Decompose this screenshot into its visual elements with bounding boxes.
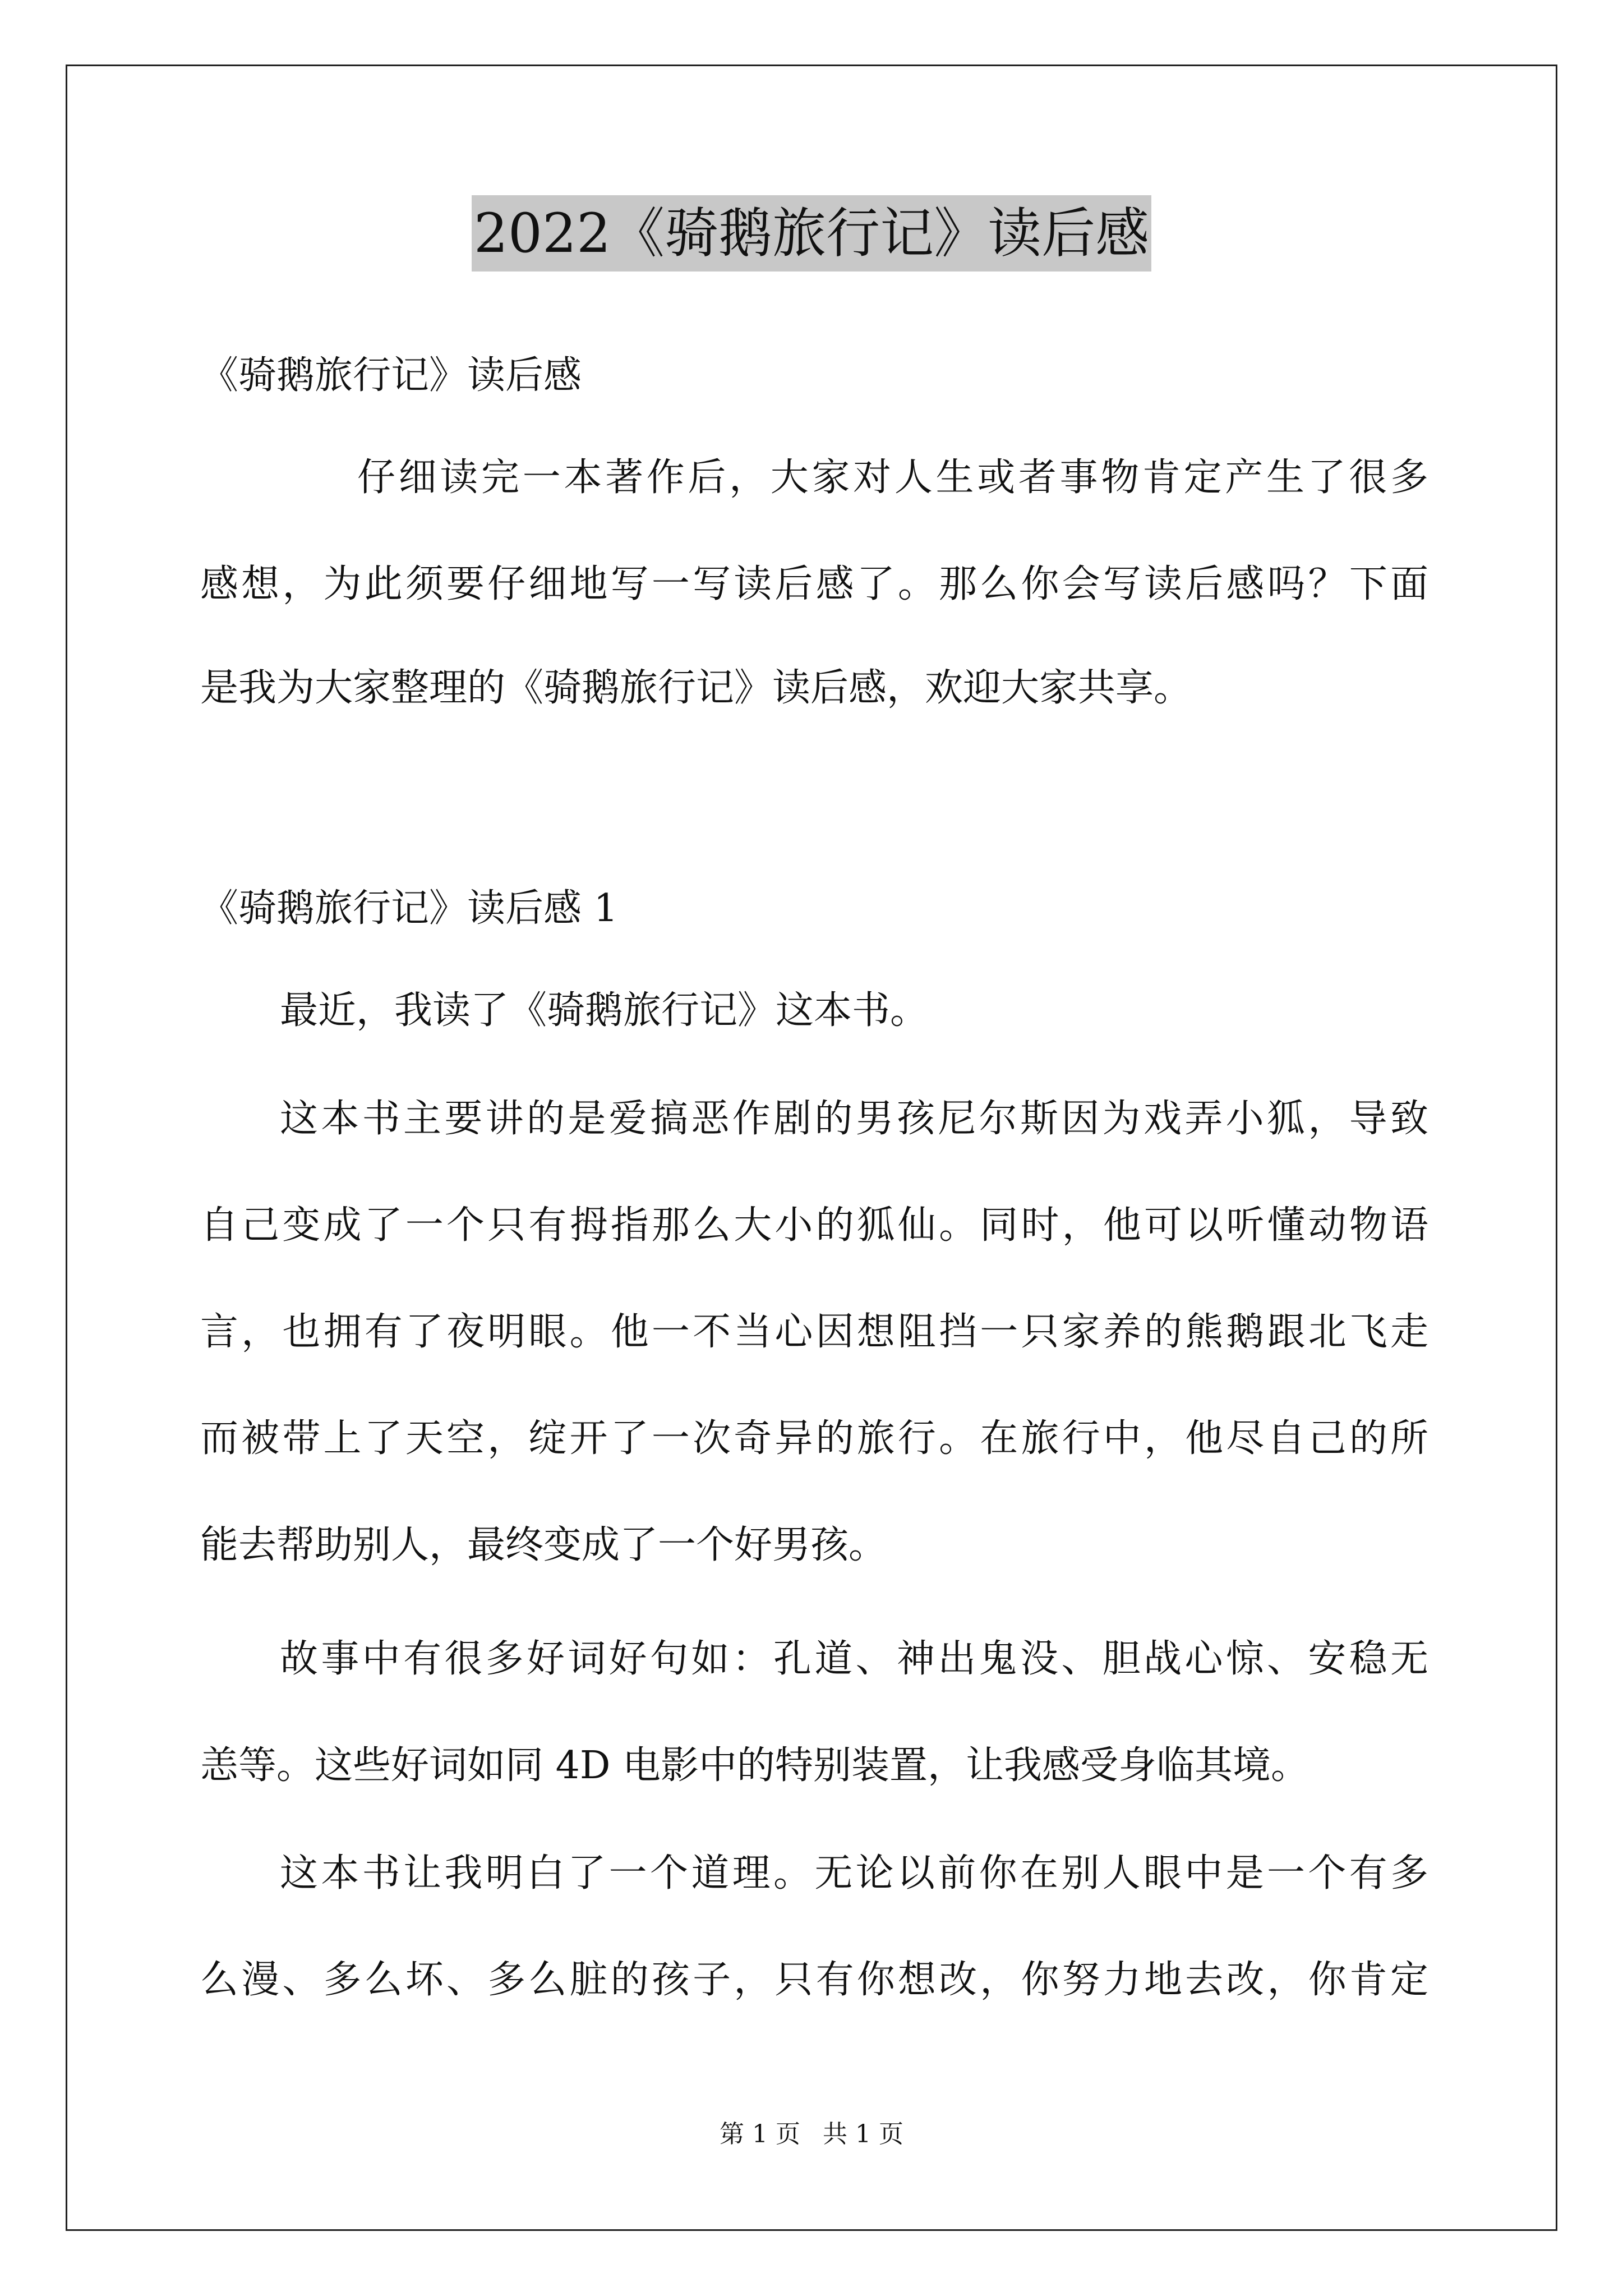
- intro-line: 感想，为此须要仔细地写一写读后感了。那么你会写读后感吗？下面: [200, 562, 1428, 606]
- paragraph-line: 故事中有很多好词好句如：孔道、神出鬼没、胆战心惊、安稳无: [280, 1637, 1428, 1681]
- paragraph-line: 最近，我读了《骑鹅旅行记》这本书。: [280, 988, 929, 1033]
- paragraph-line: 而被带上了天空，绽开了一次奇异的旅行。在旅行中，他尽自己的所: [200, 1416, 1428, 1461]
- paragraph-line: 自己变成了一个只有拇指那么大小的狐仙。同时，他可以听懂动物语: [200, 1203, 1428, 1248]
- paragraph-line: 么漫、多么坏、多么脏的孩子，只有你想改，你努力地去改，你肯定: [200, 1958, 1428, 2002]
- document-title: 2022《骑鹅旅行记》读后感: [472, 195, 1151, 272]
- paragraph-line: 恙等。这些好词如同 4D 电影中的特别装置，让我感受身临其境。: [200, 1743, 1310, 1788]
- paragraph-line: 能去帮助别人，最终变成了一个好男孩。: [200, 1523, 887, 1567]
- title-container: [0, 195, 1623, 272]
- page-number: 第 1 页: [720, 2120, 800, 2148]
- paragraph-line: 这本书主要讲的是爱搞恶作剧的男孩尼尔斯因为戏弄小狐，导致: [280, 1097, 1428, 1141]
- section-heading: 《骑鹅旅行记》读后感 1: [200, 886, 618, 931]
- page-footer: [0, 2118, 1623, 2151]
- paragraph-line: 言，也拥有了夜明眼。他一不当心因想阻挡一只家养的熊鹅跟北飞走: [200, 1310, 1428, 1354]
- intro-line: 仔细读完一本著作后，大家对人生或者事物肯定产生了很多: [357, 455, 1428, 500]
- intro-line: 是我为大家整理的《骑鹅旅行记》读后感，欢迎大家共享。: [200, 666, 1192, 710]
- document-heading: 《骑鹅旅行记》读后感: [200, 353, 582, 398]
- paragraph-line: 这本书让我明白了一个道理。无论以前你在别人眼中是一个有多: [280, 1851, 1428, 1895]
- page-total: 共 1 页: [823, 2120, 903, 2148]
